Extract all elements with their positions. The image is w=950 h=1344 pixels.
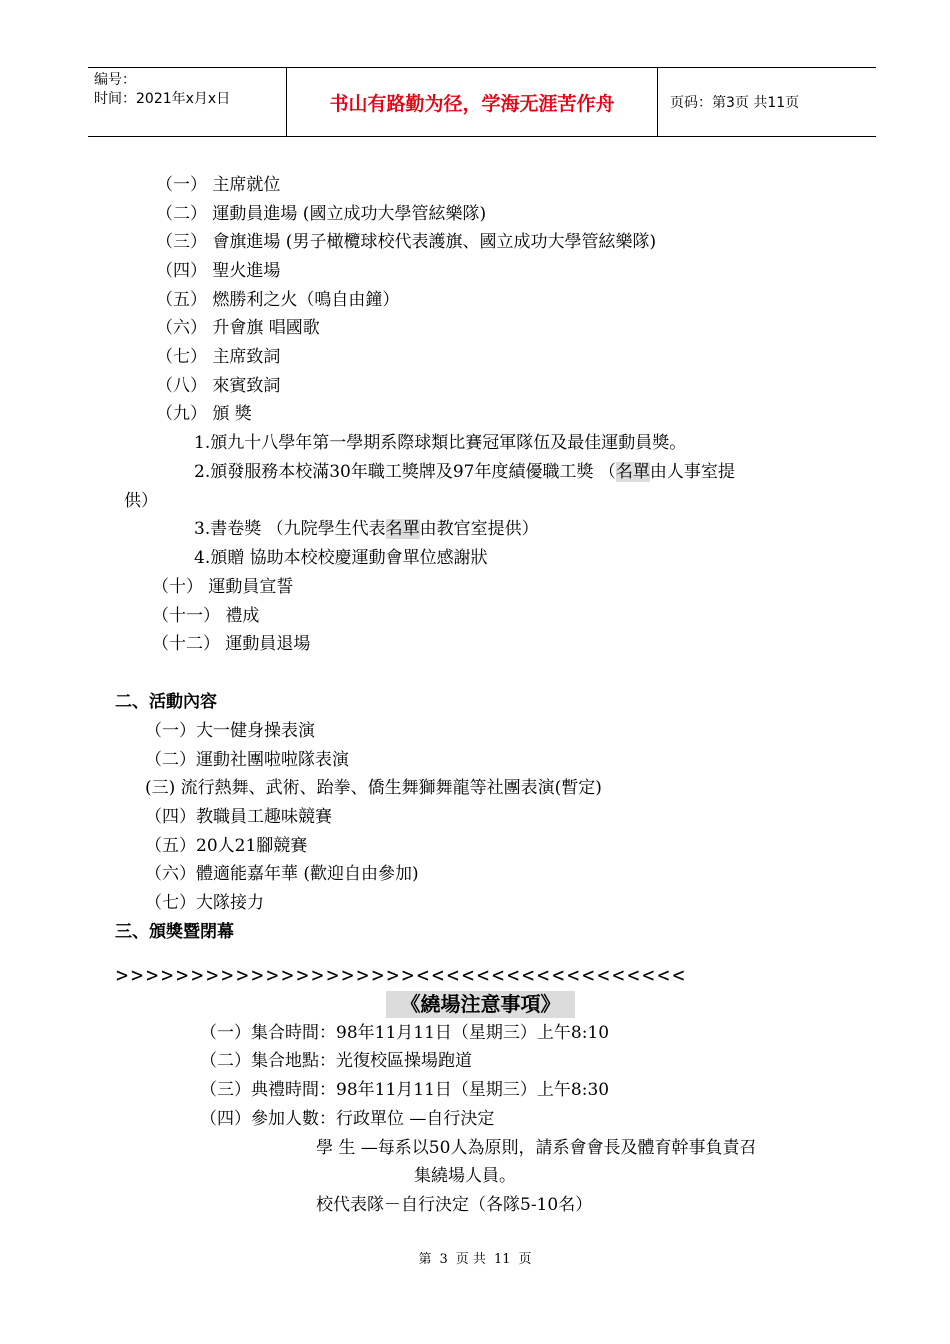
ceremony-item: （三） 會旗進場 (男子橄欖球校代表護旗、國立成功大學管絃樂隊)	[156, 232, 657, 252]
footer-page-number: 3	[439, 1252, 448, 1267]
ceremony-item: （六） 升會旗 唱國歌	[156, 318, 320, 338]
notice-team-line: 校代表隊－自行決定（各隊5-10名）	[316, 1195, 593, 1215]
doc-number: 编号：	[94, 72, 136, 88]
award-item: 4.頒贈 協助本校校慶運動會單位感謝狀	[194, 548, 488, 568]
ceremony-item: （四） 聖火進場	[156, 261, 281, 281]
activity-item: （二）運動社團啦啦隊表演	[145, 750, 349, 770]
ceremony-item: （一） 主席就位	[156, 175, 281, 195]
section-heading: 三、頒獎暨閉幕	[115, 922, 234, 942]
ceremony-item: （八） 來賓致詞	[156, 376, 281, 396]
activity-item: (三) 流行熱舞、武術、跆拳、僑生舞獅舞龍等社團表演(暫定)	[145, 778, 602, 798]
separator-arrows: >>>>>>>>>>>>>>>>>>>><<<<<<<<<<<<<<<<<<	[116, 963, 688, 987]
award-item: 1.頒九十八學年第一學期系際球類比賽冠軍隊伍及最佳運動員獎。	[194, 433, 687, 453]
page-footer: 第 3 页 共 11 页	[418, 1252, 532, 1267]
notice-title: 《繞場注意事項》	[386, 991, 575, 1018]
activity-item: （一）大一健身操表演	[145, 721, 315, 741]
award-item-wrap: 供）	[124, 491, 158, 511]
ceremony-item: （十一） 禮成	[152, 606, 260, 626]
notice-item: （二）集合地點：光復校區操場跑道	[200, 1051, 472, 1071]
page-header	[88, 67, 876, 137]
ceremony-item: （七） 主席致詞	[156, 347, 281, 367]
footer-total-pages: 11	[493, 1252, 511, 1267]
ceremony-item: （九） 頒 獎	[156, 404, 252, 424]
notice-item: （一）集合時間：98年11月11日（星期三）上午8:10	[200, 1023, 610, 1043]
ceremony-item: （十二） 運動員退場	[152, 634, 311, 654]
notice-item: （三）典禮時間：98年11月11日（星期三）上午8:30	[200, 1080, 610, 1100]
ceremony-item: （十） 運動員宣誓	[152, 577, 294, 597]
doc-date: 时间：2021年x月x日	[94, 91, 231, 107]
ceremony-item: （二） 運動員進場 (國立成功大學管絃樂隊)	[156, 204, 487, 224]
activity-item: （七）大隊接力	[145, 893, 264, 913]
header-page-info: 页码：第3页 共11页	[670, 95, 800, 111]
activity-item: （五）20人21腳競賽	[145, 836, 308, 856]
award-item: 3.書卷獎 （九院學生代表名單由教官室提供）	[194, 519, 539, 539]
header-meta	[88, 68, 286, 136]
activity-item: （六）體適能嘉年華 (歡迎自由參加)	[145, 864, 419, 884]
award-item: 2.頒發服務本校滿30年職工獎牌及97年度績優職工獎 （名單由人事室提	[194, 462, 735, 482]
notice-item: （四）參加人數：行政單位 —自行決定	[200, 1109, 495, 1129]
notice-student-line: 學 生 —每系以50人為原則，請系會會長及體育幹事負責召	[316, 1138, 757, 1158]
notice-student-line: 集繞場人員。	[414, 1166, 516, 1186]
header-motto: 书山有路勤为径，学海无涯苦作舟	[286, 68, 658, 136]
section-heading: 二、活動內容	[115, 692, 217, 712]
activity-item: （四）教職員工趣味競賽	[145, 807, 332, 827]
ceremony-item: （五） 燃勝利之火（鳴自由鐘）	[156, 290, 400, 310]
